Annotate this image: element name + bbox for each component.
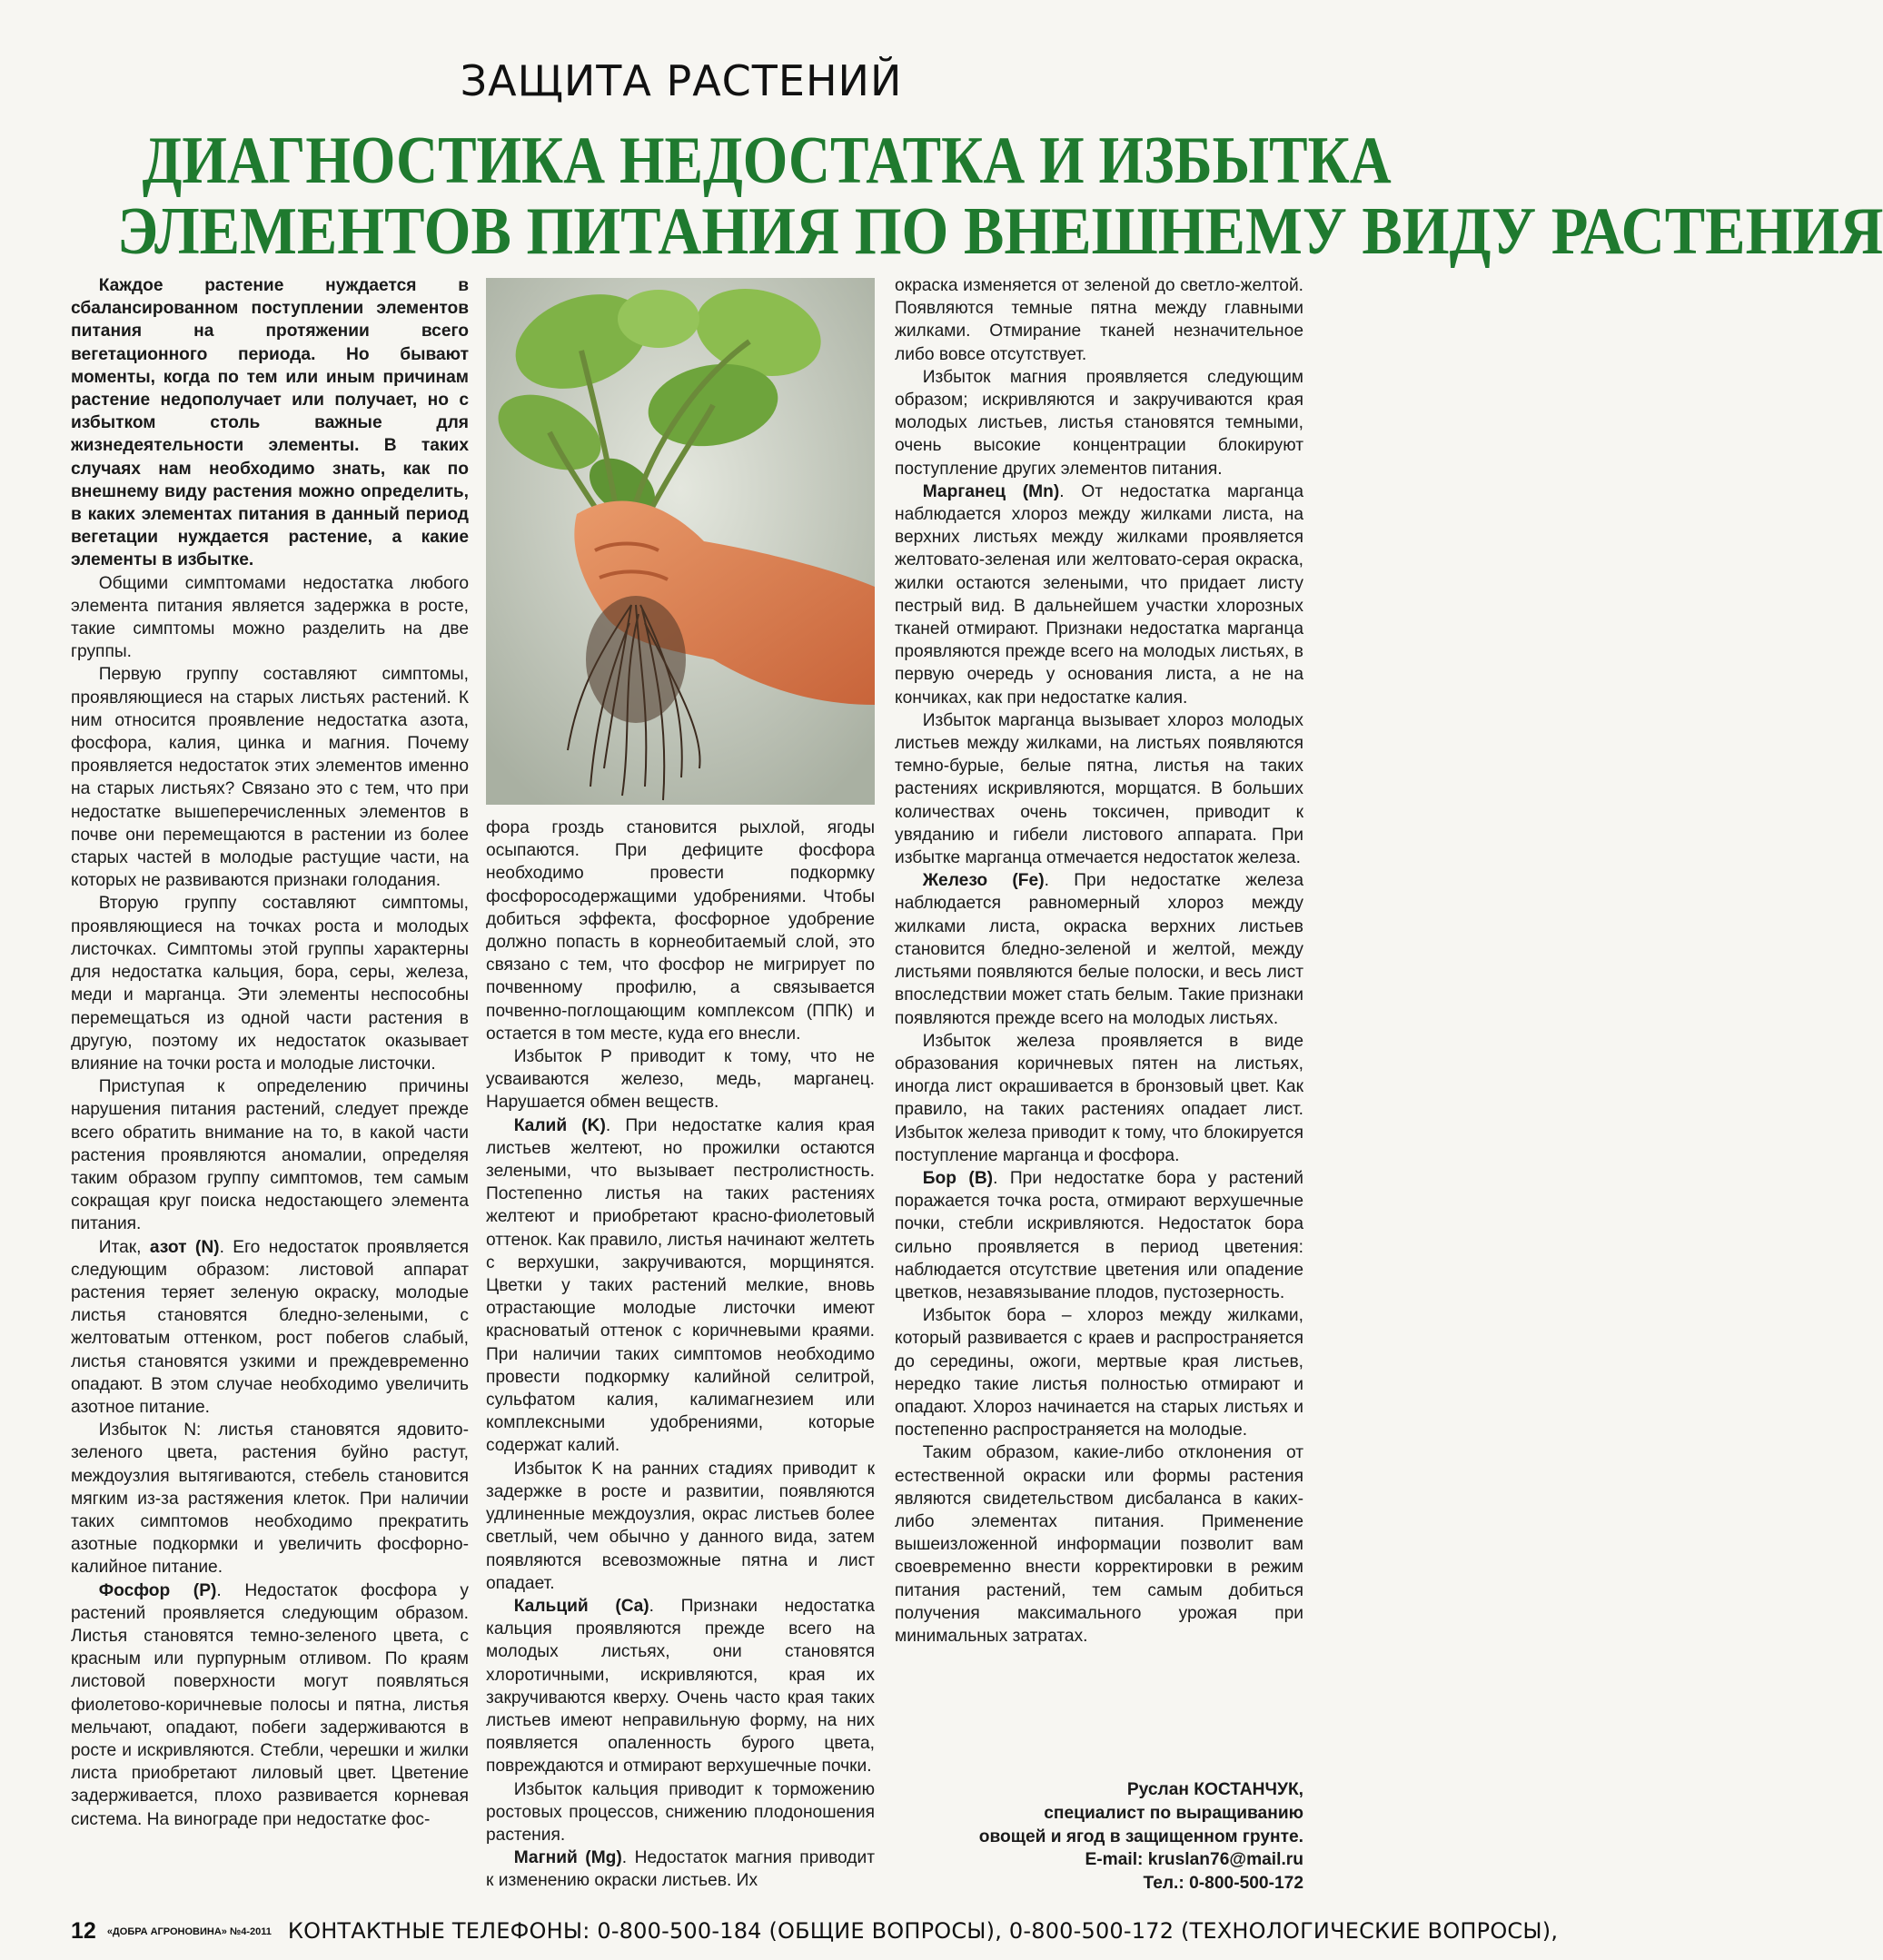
- paragraph-iron: [895, 869, 1303, 1029]
- element-term: Бор (B): [922, 1168, 994, 1188]
- paragraph: Таким образом, какие-либо отклонения от естественной окраски или формы растения являются свидетельством дисбаланса в каких-либо элементах питания. Применение вышеизложенной информации позволит вам своевременно внести корректировки в режим питания растений, тем самым добиться получения максимального урожая при минимальных затратах.: [895, 1443, 1303, 1646]
- text-span: . Недостаток магния приводит к изменению окраски листьев. Их: [486, 1848, 876, 1891]
- magazine-name: «ДОБРА АГРОНОВИНА» №4-2011: [106, 1926, 272, 1937]
- plant-illustration: [486, 278, 875, 805]
- element-term: Калий (K): [513, 1115, 606, 1135]
- article-title-line-2: ЭЛЕМЕНТОВ ПИТАНИЯ ПО ВНЕШНЕМУ ВИДУ РАСТЕНИЯ: [117, 194, 1883, 269]
- paragraph-magnesium: [486, 1846, 875, 1892]
- text-span: . Недостаток фосфора у растений проявляется следующим образом. Листья становятся темно-зеленого цвета, с красным или пурпурным отливом. По краям листовой поверхности могут появляться фиолетово-коричневые полосы и пятна, листья мельчают, опадают, побеги задерживаются в росте и искривляются. Стебли, черешки и жилки листа приобретают лиловый цвет. Цветение задерживается, плохо развивается корневая система. На винограде при недостатке фос-: [71, 1580, 469, 1829]
- paragraph-calcium: [486, 1595, 875, 1778]
- paragraph: Общими симптомами недостатка любого элемента питания является задержка в росте, такие симптомы можно разделить на две группы.: [71, 573, 469, 662]
- text-span: . Признаки недостатка кальция проявляются прежде всего на молодых листьях, они становятся хлоротичными, искривляются, края их закручиваются кверху. Очень часто края таких листьев имеют неправильную форму, на них появляется опаленность бурого цвета, повреждаются и отмирают верхушечные почки.: [486, 1596, 875, 1777]
- author-role: овощей и ягод в защищенном грунте.: [978, 1826, 1303, 1846]
- text-span: . От недостатка марганца наблюдается хлороз между жилками листа, на верхних листьях между жилками проявляется желтовато-зеленая или желтовато-серая окраска, жилки остаются зелеными, что придает листу пестрый вид. В дальнейшем участки хлорозных тканей отмирают. Признаки недостатка марганца проявляются прежде всего на молодых листьях, в первую очередь у основания листа, а не на кончиках, как при недостатке калия.: [895, 481, 1303, 708]
- paragraph: фора гроздь становится рыхлой, ягоды осыпаются. При дефиците фосфора необходимо провести подкормку фосфоросодержащими удобрениями. Чтобы добиться эффекта, фосфорное удобрение должно попасть в корнеобитаемый слой, это связано с тем, что фосфор не мигрирует по почвенному профилю, а связывается почвенно-поглощающим комплексом (ППК) и остается в том месте, куда его внесли.: [486, 818, 875, 1044]
- paragraph: Избыток N: листья становятся ядовито-зеленого цвета, растения буйно растут, междоузлия вытягиваются, стебель становится мягким из-за растяжения клеток. При наличии таких симптомов необходимо прекратить азотные подкормки и увеличить фосфорно-калийное питание.: [71, 1421, 469, 1578]
- plant-in-hand-photo: [486, 278, 875, 805]
- contact-phones: КОНТАКТНЫЕ ТЕЛЕФОНЫ: 0-800-500-184 (ОБЩИЕ ВОПРОСЫ), 0-800-500-172 (ТЕХНОЛОГИЧЕСКИЕ ВОПРОСЫ),: [287, 1918, 1559, 1944]
- paragraph: Избыток бора – хлороз между жилками, который развивается с краев и распространяется до середины, ожоги, мертвые края листьев, нередко такие листья полностью отмирают и опадают. Хлороз начинается на старых листьях и постепенно распространяется на молодые.: [895, 1306, 1303, 1440]
- element-term: Марганец (Mn): [922, 481, 1060, 501]
- element-term: Кальций (Ca): [513, 1596, 649, 1616]
- author-phone: Тел.: 0-800-500-172: [1143, 1874, 1303, 1894]
- paragraph-phosphorus: [71, 1579, 469, 1831]
- text-span: . При недостатке калия края листьев желтеют, но прожилки остаются зелеными, что вызывает пестролистность. Постепенно листья на таких растениях желтеют и приобретают красно-фиолетовый оттенок. Как правило, листья начинают желтеть с верхушки, закручиваются, морщинятся. Цветки у таких растений мелкие, вновь отрастающие молодые листочки имеют красноватый оттенок с коричневыми краями. При наличии таких симптомов необходимо провести подкормку калийной селитрой, сульфатом калия, калимагнезием или комплексными удобрениями, которые содержат калий.: [486, 1115, 875, 1456]
- author-signature: [979, 1778, 1303, 1896]
- section-heading: ЗАЩИТА РАСТЕНИЙ: [460, 56, 903, 105]
- article-title-line-1: ДИАГНОСТИКА НЕДОСТАТКА И ИЗБЫТКА: [142, 124, 1392, 198]
- paragraph: Избыток K на ранних стадиях приводит к задержке в росте и развитии, появляются удлиненные междоузлия, окрас листьев более светлый, чем обычно у данного вида, затем появляются всевозможные пятна и лист опадает.: [486, 1459, 875, 1593]
- author-role: специалист по выращиванию: [1044, 1803, 1303, 1823]
- article-column-2: [486, 817, 875, 1893]
- paragraph: Избыток магния проявляется следующим образом; искривляются и закручиваются края молодых листьев, листья становятся темными, очень высокие концентрации блокируют поступление других элементов питания.: [895, 367, 1303, 479]
- article-column-3: [895, 274, 1303, 1648]
- paragraph: Первую группу составляют симптомы, проявляющиеся на старых листьях растений. К ним относится проявление недостатка азота, фосфора, калия, цинка и магния. Почему проявляется недостаток этих элементов именно на старых листьях? Связано это с тем, что при недостатке вышеперечисленных элементов в почве они перемещаются в растении из более старых частей в молодые растущие части, на которых не развиваются признаки голодания.: [71, 665, 469, 891]
- paragraph-boron: [895, 1167, 1303, 1304]
- paragraph-manganese: [895, 480, 1303, 709]
- text-span: . При недостатке железа наблюдается равномерный хлороз между жилками листа, окраска верхних листьев становится бледно-зеленой и желтой, между листьями появляются белые полоски, и весь лист впоследствии может стать белым. Такие признаки появляются прежде всего на молодых листьях.: [895, 871, 1303, 1028]
- element-term: азот (N): [149, 1237, 220, 1257]
- lead-paragraph: Каждое растение нуждается в сбалансированном поступлении элементов питания на протяжении всего вегетационного периода. Но бывают моменты, когда по тем или иным причинам растение недополучает или получает, но с избытком столь важные для жизнедеятельности элементы. В таких случаях нам необходимо знать, как по внешнему виду растения можно определить, в каких элементах питания в данный период вегетации нуждается растение, а какие элементы в избытке.: [71, 276, 469, 570]
- paragraph: Избыток марганца вызывает хлороз молодых листьев между жилками, на листьях появляются темно-бурые, белые пятна, листья на таких растениях искривляются, морщатся. В больших количествах очень токсичен, приводит к увяданию и гибели листового аппарата. При избытке марганца отмечается недостаток железа.: [895, 710, 1303, 868]
- paragraph: Избыток кальция приводит к торможению ростовых процессов, снижению плодоношения растения.: [486, 1779, 875, 1845]
- element-term: Магний (Mg): [513, 1848, 622, 1868]
- paragraph: Приступая к определению причины нарушения питания растений, следует прежде всего обратить внимание на то, в какой части растения проявляются аномалии, определяя таким образом группу симптомов, тем самым сокращая круг поиска недостающего элемента питания.: [71, 1077, 469, 1234]
- author-name: Руслан КОСТАНЧУК,: [1126, 1780, 1303, 1799]
- text-span: Итак,: [98, 1237, 150, 1257]
- page-number: 12: [71, 1918, 96, 1944]
- element-term: Фосфор (P): [98, 1580, 217, 1600]
- paragraph: окраска изменяется от зеленой до светло-желтой. Появляются темные пятна между главными жилками. Отмирание тканей незначительное либо вовсе отсутствует.: [895, 276, 1303, 364]
- text-span: . При недостатке бора у растений поражается точка роста, отмирают верхушечные почки, стебли искривляются. Недостаток бора сильно проявляется в период цветения: наблюдается отсутствие цветения или опадение цветков, незавязывание плодов, пустозерность.: [895, 1168, 1304, 1302]
- article-column-1: [71, 274, 469, 1831]
- paragraph-nitrogen: [71, 1236, 469, 1420]
- paragraph-potassium: [486, 1114, 875, 1458]
- paragraph: Избыток железа проявляется в виде образования коричневых пятен на листьях, иногда лист окрашивается в бронзовый цвет. Как правило, на таких растениях опадает лист. Избыток железа приводит к тому, что блокируется поступление марганца и фосфора.: [895, 1031, 1303, 1165]
- paragraph: Избыток P приводит к тому, что не усваиваются железо, медь, марганец. Нарушается обмен веществ.: [486, 1047, 875, 1113]
- author-email[interactable]: E-mail: kruslan76@mail.ru: [1085, 1850, 1303, 1870]
- page-footer: [71, 1918, 1559, 1949]
- element-term: Железо (Fe): [922, 871, 1045, 891]
- paragraph: Вторую группу составляют симптомы, проявляющиеся на точках роста и молодых листочках. Симптомы этой группы характерны для недостатка кальция, бора, серы, железа, меди и марганца. Эти элементы неспособны перемещаться из одной части растения в другую, поэтому их недостаток оказывает влияние на точки роста и молодые листочки.: [71, 894, 469, 1074]
- text-span: . Его недостаток проявляется следующим образом: листовой аппарат растения теряет зеленую окраску, молодые листья становятся бледно-зелеными, с желтоватым оттенком, рост побегов слабый, листья становятся узкими и преждевременно опадают. В этом случае необходимо увеличить азотное питание.: [71, 1237, 470, 1417]
